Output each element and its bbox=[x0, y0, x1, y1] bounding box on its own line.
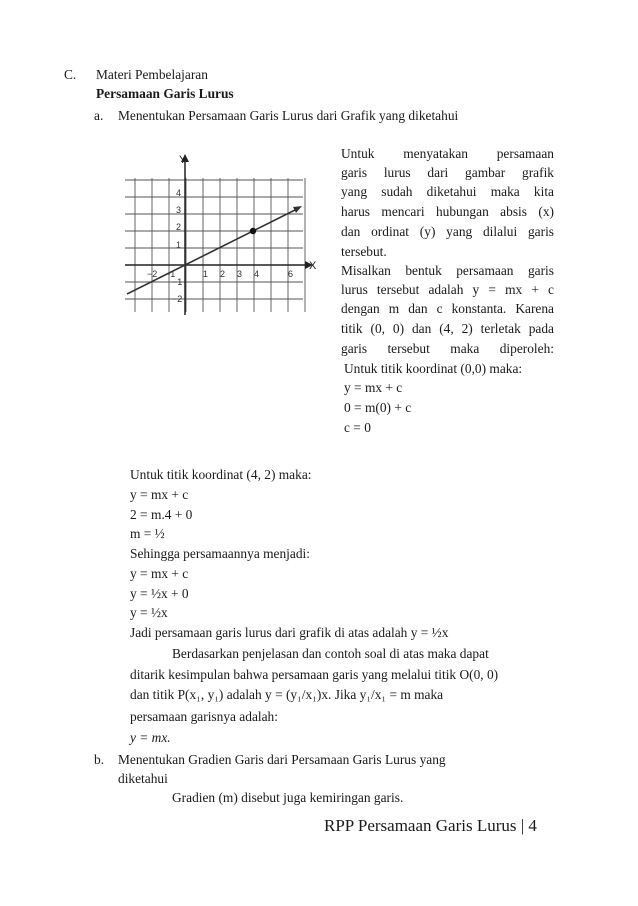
body-line: y = mx + c bbox=[130, 487, 189, 502]
coordinate-graph bbox=[125, 150, 325, 315]
part-b-letter: b. bbox=[94, 752, 105, 767]
body-line: 2 = m.4 + 0 bbox=[130, 507, 193, 522]
body-line: persamaan garisnya adalah: bbox=[130, 709, 278, 724]
body-line: y = ½x + 0 bbox=[130, 586, 189, 601]
body-line: y = mx. bbox=[130, 730, 171, 745]
explanation-line: tersebut. bbox=[341, 244, 387, 259]
explanation-line: yang sudah diketahui maka kita bbox=[341, 184, 554, 199]
body-line: Sehingga persamaannya menjadi: bbox=[130, 546, 310, 561]
part-a-letter: a. bbox=[94, 108, 104, 123]
part-b-body: Gradien (m) disebut juga kemiringan garis. bbox=[172, 790, 404, 805]
section-title: Materi Pembelajaran bbox=[96, 67, 208, 82]
explanation-line: c = 0 bbox=[344, 420, 371, 435]
x-tick-label: 4 bbox=[254, 269, 260, 279]
y-tick-label: −2 bbox=[172, 294, 183, 304]
y-tick-label: −1 bbox=[172, 277, 183, 287]
explanation-line: dan ordinat (y) yang dilalui garis bbox=[341, 224, 554, 239]
y-tick-label: 1 bbox=[176, 240, 182, 250]
x-tick-label: −1 bbox=[165, 269, 176, 279]
x-tick-label: 1 bbox=[203, 269, 209, 279]
x-tick-label: 3 bbox=[237, 269, 243, 279]
explanation-line: Untuk menyatakan persamaan bbox=[341, 146, 554, 161]
body-line: Berdasarkan penjelasan dan contoh soal di atas maka dapat bbox=[172, 646, 489, 661]
body-line: dan titik P(x₁, y₁) adalah y = (y₁/x₁)x. Jika y₁/x₁ = m maka bbox=[130, 687, 444, 702]
y-tick-label: 2 bbox=[176, 222, 182, 232]
explanation-line: garis tersebut maka diperoleh: bbox=[341, 341, 554, 356]
explanation-line: y = mx + c bbox=[344, 380, 403, 395]
point-4-2 bbox=[250, 228, 256, 234]
x-tick-label: −2 bbox=[147, 269, 158, 279]
explanation-line: Untuk titik koordinat (0,0) maka: bbox=[344, 361, 523, 376]
explanation-line: harus mencari hubungan absis (x) bbox=[341, 204, 554, 219]
y-tick-label: 3 bbox=[176, 205, 182, 215]
y-tick-label: 4 bbox=[176, 188, 182, 198]
body-line: m = ½ bbox=[130, 526, 165, 541]
line-arrow-icon bbox=[293, 206, 302, 213]
explanation-line: titik (0, 0) dan (4, 2) terletak pada bbox=[341, 321, 554, 336]
part-a-heading: Menentukan Persamaan Garis Lurus dari Grafik yang diketahui bbox=[118, 108, 459, 123]
page-footer: RPP Persamaan Garis Lurus | 4 bbox=[324, 816, 537, 835]
section-letter: C. bbox=[64, 67, 77, 82]
graph-line bbox=[127, 208, 299, 294]
body-line: y = mx + c bbox=[130, 566, 189, 581]
body-line: ditarik kesimpulan bahwa persamaan garis yang melalui titik O(0, 0) bbox=[130, 667, 499, 682]
explanation-line: lurus tersebut adalah y = mx + c bbox=[341, 282, 554, 297]
graph-grid bbox=[125, 178, 305, 312]
body-line: Untuk titik koordinat (4, 2) maka: bbox=[130, 467, 312, 482]
explanation-line: dengan m dan c konstanta. Karena bbox=[341, 301, 554, 316]
part-b-heading-line1: Menentukan Gradien Garis dari Persamaan Garis Lurus yang bbox=[118, 752, 446, 767]
explanation-line: Misalkan bentuk persamaan garis bbox=[341, 263, 554, 278]
part-b-heading-line2: diketahui bbox=[118, 771, 168, 786]
body-line: y = ½x bbox=[130, 605, 168, 620]
explanation-line: 0 = m(0) + c bbox=[344, 400, 412, 415]
y-axis-label: Y bbox=[179, 154, 187, 166]
section-subtitle: Persamaan Garis Lurus bbox=[96, 86, 234, 101]
body-line: Jadi persamaan garis lurus dari grafik di atas adalah y = ½x bbox=[130, 625, 449, 640]
x-axis-label: X bbox=[309, 260, 317, 272]
x-tick-label: 2 bbox=[220, 269, 226, 279]
explanation-line: garis lurus dari gambar grafik bbox=[341, 165, 554, 180]
x-tick-label: 6 bbox=[288, 269, 294, 279]
